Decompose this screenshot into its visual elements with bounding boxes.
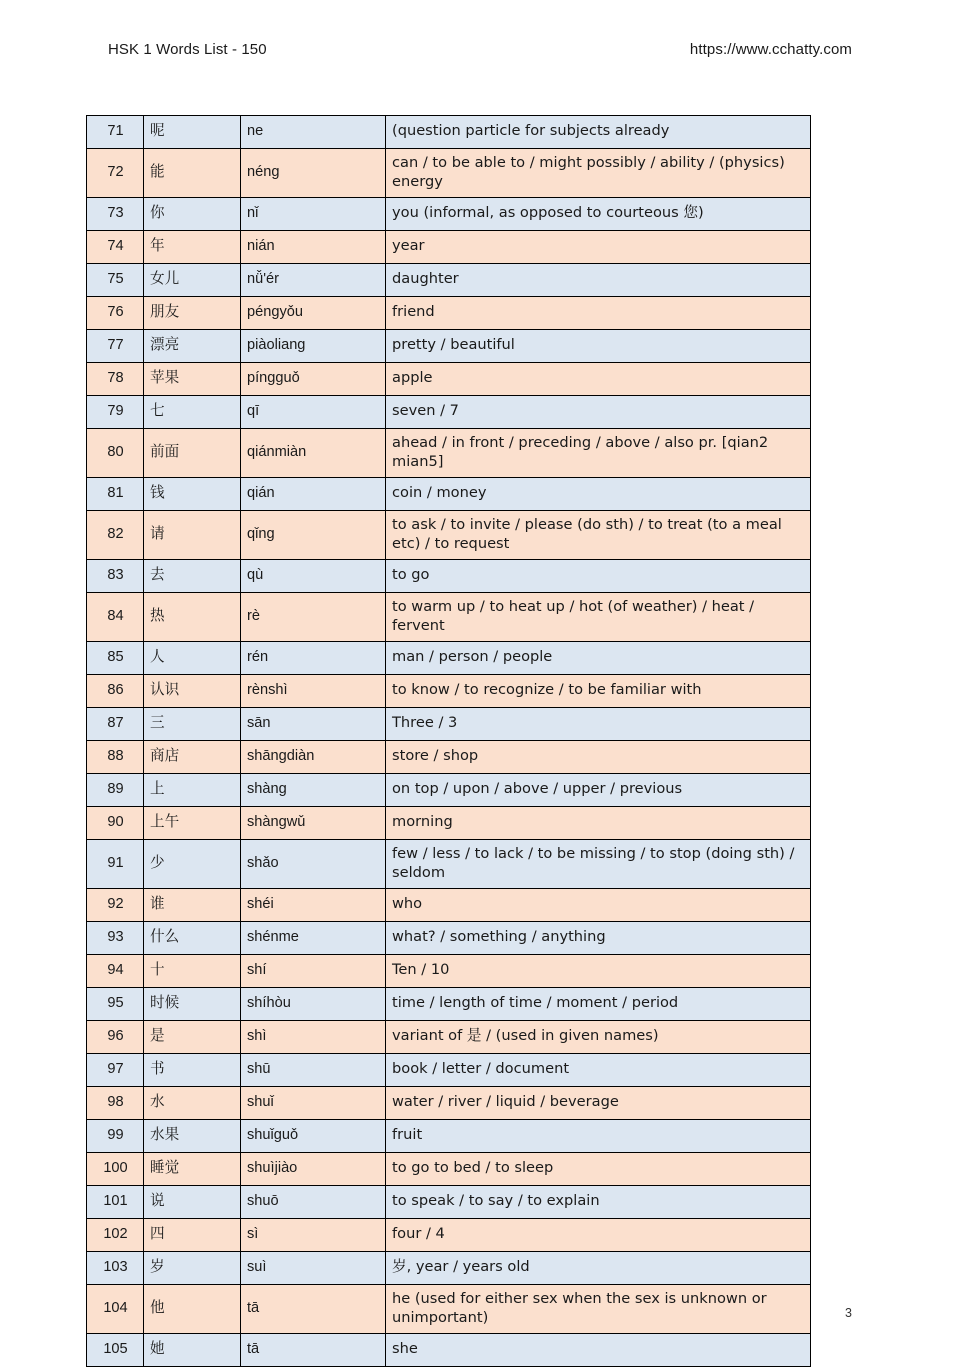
word-pinyin: shuǐ xyxy=(241,1087,386,1120)
word-character: 能 xyxy=(144,149,241,198)
document-title: HSK 1 Words List - 150 xyxy=(108,40,267,58)
word-character: 钱 xyxy=(144,478,241,511)
word-definition: on top / upon / above / upper / previous xyxy=(386,774,811,807)
word-number: 104 xyxy=(87,1285,144,1334)
word-definition: to go xyxy=(386,560,811,593)
hsk-words-table xyxy=(86,115,811,1367)
word-definition: book / letter / document xyxy=(386,1054,811,1087)
table-row xyxy=(87,889,811,922)
table-row xyxy=(87,1334,811,1367)
table-row xyxy=(87,642,811,675)
word-definition: to ask / to invite / please (do sth) / to treat (to a meal etc) / to request xyxy=(386,511,811,560)
word-character: 年 xyxy=(144,231,241,264)
word-character: 书 xyxy=(144,1054,241,1087)
table-row xyxy=(87,149,811,198)
word-number: 88 xyxy=(87,741,144,774)
table-row xyxy=(87,560,811,593)
table-row xyxy=(87,330,811,363)
word-pinyin: shàngwǔ xyxy=(241,807,386,840)
word-character: 水 xyxy=(144,1087,241,1120)
table-row xyxy=(87,1285,811,1334)
word-character: 前面 xyxy=(144,429,241,478)
word-character: 时候 xyxy=(144,988,241,1021)
word-number: 91 xyxy=(87,840,144,889)
word-definition: can / to be able to / might possibly / ability / (physics) energy xyxy=(386,149,811,198)
word-character: 请 xyxy=(144,511,241,560)
word-number: 80 xyxy=(87,429,144,478)
word-character: 呢 xyxy=(144,116,241,149)
word-pinyin: shì xyxy=(241,1021,386,1054)
word-character: 你 xyxy=(144,198,241,231)
word-definition: to warm up / to heat up / hot (of weather) / heat / fervent xyxy=(386,593,811,642)
word-character: 人 xyxy=(144,642,241,675)
word-pinyin: sān xyxy=(241,708,386,741)
word-number: 84 xyxy=(87,593,144,642)
word-pinyin: shuǐguǒ xyxy=(241,1120,386,1153)
word-number: 83 xyxy=(87,560,144,593)
word-character: 三 xyxy=(144,708,241,741)
word-definition: to speak / to say / to explain xyxy=(386,1186,811,1219)
word-number: 103 xyxy=(87,1252,144,1285)
word-pinyin: shuìjiào xyxy=(241,1153,386,1186)
word-character: 说 xyxy=(144,1186,241,1219)
word-number: 82 xyxy=(87,511,144,560)
word-definition: water / river / liquid / beverage xyxy=(386,1087,811,1120)
word-pinyin: qù xyxy=(241,560,386,593)
word-number: 73 xyxy=(87,198,144,231)
word-number: 105 xyxy=(87,1334,144,1367)
word-definition: man / person / people xyxy=(386,642,811,675)
word-number: 77 xyxy=(87,330,144,363)
word-pinyin: shàng xyxy=(241,774,386,807)
word-character: 商店 xyxy=(144,741,241,774)
word-character: 是 xyxy=(144,1021,241,1054)
word-character: 热 xyxy=(144,593,241,642)
word-pinyin: shénme xyxy=(241,922,386,955)
word-number: 81 xyxy=(87,478,144,511)
word-pinyin: shāngdiàn xyxy=(241,741,386,774)
word-number: 98 xyxy=(87,1087,144,1120)
word-pinyin: rè xyxy=(241,593,386,642)
word-pinyin: shíhòu xyxy=(241,988,386,1021)
word-definition: pretty / beautiful xyxy=(386,330,811,363)
table-row xyxy=(87,675,811,708)
word-definition: Three / 3 xyxy=(386,708,811,741)
word-number: 74 xyxy=(87,231,144,264)
hsk-words-table-body xyxy=(87,116,811,1367)
table-row xyxy=(87,1252,811,1285)
word-pinyin: qián xyxy=(241,478,386,511)
table-row xyxy=(87,429,811,478)
table-row xyxy=(87,264,811,297)
word-number: 79 xyxy=(87,396,144,429)
word-number: 97 xyxy=(87,1054,144,1087)
table-row xyxy=(87,774,811,807)
table-row xyxy=(87,1186,811,1219)
word-pinyin: suì xyxy=(241,1252,386,1285)
word-pinyin: nián xyxy=(241,231,386,264)
table-row xyxy=(87,478,811,511)
word-pinyin: shéi xyxy=(241,889,386,922)
table-row xyxy=(87,593,811,642)
word-number: 71 xyxy=(87,116,144,149)
word-definition: few / less / to lack / to be missing / to stop (doing sth) / seldom xyxy=(386,840,811,889)
table-row xyxy=(87,1021,811,1054)
word-definition: four / 4 xyxy=(386,1219,811,1252)
source-url: https://www.cchatty.com xyxy=(689,40,852,58)
word-number: 99 xyxy=(87,1120,144,1153)
word-definition: ahead / in front / preceding / above / also pr. [qian2 mian5] xyxy=(386,429,811,478)
word-number: 76 xyxy=(87,297,144,330)
word-number: 78 xyxy=(87,363,144,396)
word-definition: he (used for either sex when the sex is unknown or unimportant) xyxy=(386,1285,811,1334)
page-header xyxy=(108,38,852,60)
table-row xyxy=(87,363,811,396)
word-character: 漂亮 xyxy=(144,330,241,363)
word-character: 女儿 xyxy=(144,264,241,297)
table-row xyxy=(87,231,811,264)
word-number: 86 xyxy=(87,675,144,708)
table-row xyxy=(87,198,811,231)
word-character: 上午 xyxy=(144,807,241,840)
word-number: 89 xyxy=(87,774,144,807)
word-number: 90 xyxy=(87,807,144,840)
word-pinyin: qǐng xyxy=(241,511,386,560)
table-row xyxy=(87,1054,811,1087)
word-number: 102 xyxy=(87,1219,144,1252)
word-number: 95 xyxy=(87,988,144,1021)
table-row xyxy=(87,807,811,840)
word-character: 朋友 xyxy=(144,297,241,330)
word-definition: store / shop xyxy=(386,741,811,774)
word-pinyin: qiánmiàn xyxy=(241,429,386,478)
word-number: 87 xyxy=(87,708,144,741)
word-definition: (question particle for subjects already xyxy=(386,116,811,149)
table-row xyxy=(87,1087,811,1120)
word-character: 上 xyxy=(144,774,241,807)
table-row xyxy=(87,1153,811,1186)
word-pinyin: nǐ xyxy=(241,198,386,231)
word-character: 水果 xyxy=(144,1120,241,1153)
word-character: 岁 xyxy=(144,1252,241,1285)
word-number: 101 xyxy=(87,1186,144,1219)
table-row xyxy=(87,116,811,149)
word-pinyin: shuō xyxy=(241,1186,386,1219)
table-row xyxy=(87,741,811,774)
word-definition: apple xyxy=(386,363,811,396)
word-number: 93 xyxy=(87,922,144,955)
word-pinyin: sì xyxy=(241,1219,386,1252)
word-pinyin: piàoliang xyxy=(241,330,386,363)
word-definition: variant of 是 / (used in given names) xyxy=(386,1021,811,1054)
word-pinyin: píngguǒ xyxy=(241,363,386,396)
word-number: 100 xyxy=(87,1153,144,1186)
word-pinyin: tā xyxy=(241,1334,386,1367)
word-pinyin: shū xyxy=(241,1054,386,1087)
word-character: 他 xyxy=(144,1285,241,1334)
table-row xyxy=(87,955,811,988)
word-pinyin: néng xyxy=(241,149,386,198)
word-character: 七 xyxy=(144,396,241,429)
word-character: 少 xyxy=(144,840,241,889)
word-character: 苹果 xyxy=(144,363,241,396)
word-pinyin: rén xyxy=(241,642,386,675)
word-definition: you (informal, as opposed to courteous 您) xyxy=(386,198,811,231)
word-pinyin: shí xyxy=(241,955,386,988)
word-definition: daughter xyxy=(386,264,811,297)
word-number: 85 xyxy=(87,642,144,675)
word-pinyin: ne xyxy=(241,116,386,149)
word-number: 94 xyxy=(87,955,144,988)
word-definition: 岁, year / years old xyxy=(386,1252,811,1285)
word-number: 96 xyxy=(87,1021,144,1054)
page-number: 3 xyxy=(845,1306,852,1320)
word-character: 睡觉 xyxy=(144,1153,241,1186)
word-definition: what? / something / anything xyxy=(386,922,811,955)
word-pinyin: nǚ'ér xyxy=(241,264,386,297)
word-definition: who xyxy=(386,889,811,922)
word-pinyin: shǎo xyxy=(241,840,386,889)
word-character: 认识 xyxy=(144,675,241,708)
table-row xyxy=(87,1120,811,1153)
word-definition: Ten / 10 xyxy=(386,955,811,988)
word-definition: she xyxy=(386,1334,811,1367)
word-character: 她 xyxy=(144,1334,241,1367)
word-number: 75 xyxy=(87,264,144,297)
table-row xyxy=(87,297,811,330)
word-pinyin: péngyǒu xyxy=(241,297,386,330)
word-definition: morning xyxy=(386,807,811,840)
word-pinyin: qī xyxy=(241,396,386,429)
word-definition: fruit xyxy=(386,1120,811,1153)
word-definition: friend xyxy=(386,297,811,330)
word-pinyin: rènshì xyxy=(241,675,386,708)
table-row xyxy=(87,988,811,1021)
word-number: 92 xyxy=(87,889,144,922)
word-definition: to know / to recognize / to be familiar with xyxy=(386,675,811,708)
word-definition: coin / money xyxy=(386,478,811,511)
table-row xyxy=(87,396,811,429)
word-character: 什么 xyxy=(144,922,241,955)
table-row xyxy=(87,1219,811,1252)
word-pinyin: tā xyxy=(241,1285,386,1334)
table-row xyxy=(87,922,811,955)
word-definition: time / length of time / moment / period xyxy=(386,988,811,1021)
word-definition: to go to bed / to sleep xyxy=(386,1153,811,1186)
word-number: 72 xyxy=(87,149,144,198)
word-character: 四 xyxy=(144,1219,241,1252)
word-definition: seven / 7 xyxy=(386,396,811,429)
table-row xyxy=(87,708,811,741)
word-definition: year xyxy=(386,231,811,264)
word-character: 谁 xyxy=(144,889,241,922)
table-row xyxy=(87,511,811,560)
word-character: 去 xyxy=(144,560,241,593)
table-row xyxy=(87,840,811,889)
word-character: 十 xyxy=(144,955,241,988)
